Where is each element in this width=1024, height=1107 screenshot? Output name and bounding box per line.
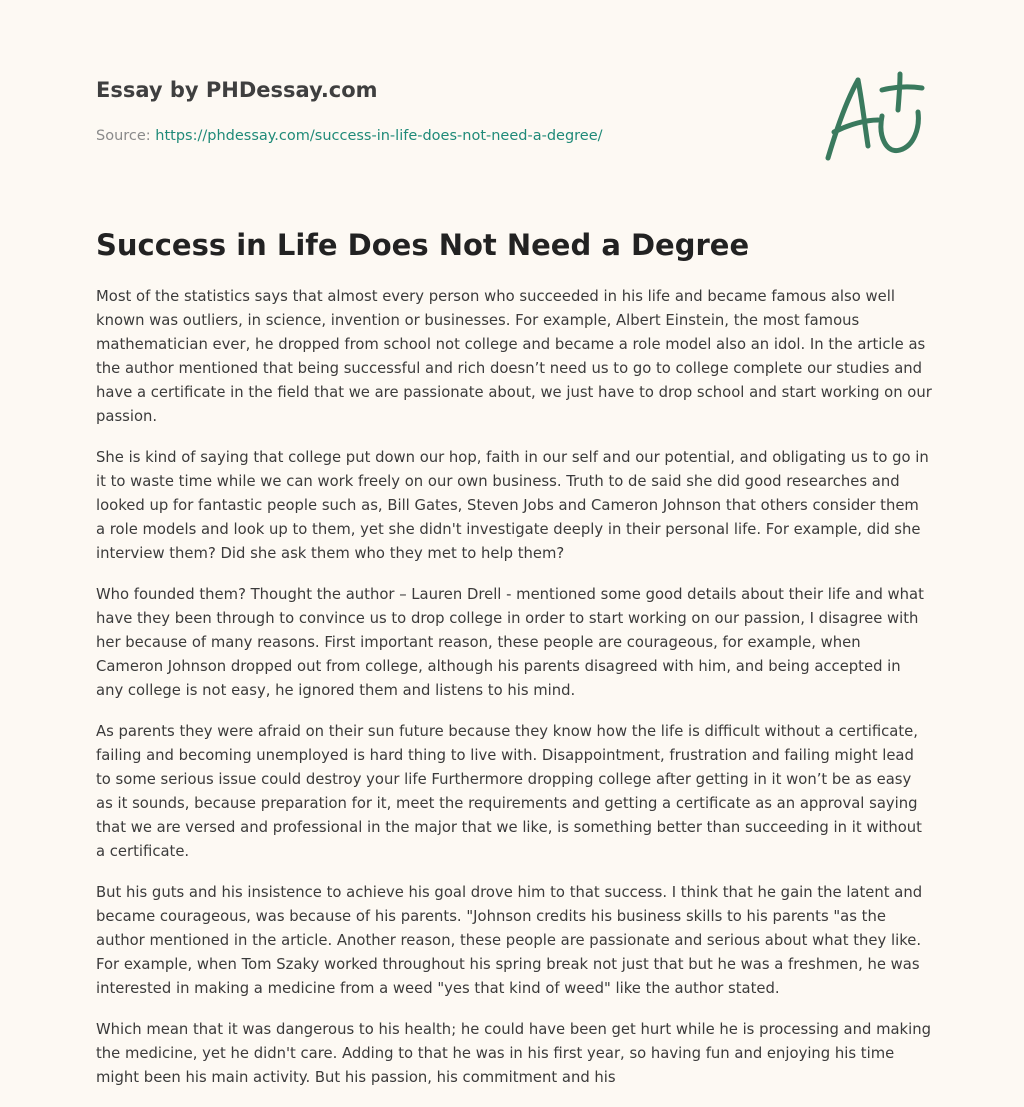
essay-paragraph: Who founded them? Thought the author – Lauren Drell - mentioned some good details about their life and what have they been through to convince us to drop college in order to start working on our passion, I disagree with her because of many reasons. First important reason, these people are courageous, for example, when Cameron Johnson dropped out from college, although his parents disagreed with him, and being accepted in any college is not easy, he ignored them and listens to his mind.	[96, 586, 924, 699]
essay-title: Success in Life Does Not Need a Degree	[96, 228, 750, 262]
essay-paragraph: She is kind of saying that college put down our hop, faith in our self and our potential, and obligating us to go in it to waste time while we can work freely on our own business. Truth to de said she did good researches and looked up for fantastic people such as, Bill Gates, Steven Jobs and Cameron Johnson that others consider them a role models and look up to them, yet she didn't investigate deeply in their personal life. For example, did she interview them? Did she ask them who they met to help them?	[96, 449, 929, 562]
essay-paragraph: But his guts and his insistence to achieve his goal drove him to that success. I think that he gain the latent and became courageous, was because of his parents. "Johnson credits his business skills to his parents "as the author mentioned in the article. Another reason, these people are passionate and serious about what they like. For example, when Tom Szaky worked throughout his spring break not just that but he was a freshmen, he was interested in making a medicine from a weed "yes that kind of weed" like the author stated.	[96, 884, 923, 997]
essay-body	[96, 285, 932, 1107]
source-line	[96, 126, 796, 146]
source-label: Source:	[96, 128, 151, 144]
essay-paragraph: As parents they were afraid on their sun future because they know how the life is difficult without a certificate, failing and becoming unemployed is hard thing to live with. Disappointment, frustration and failing might lead to some serious issue could destroy your life Furthermore dropping college after getting in it won’t be as easy as it sounds, because preparation for it, meet the requirements and getting a certificate as an approval saying that we are versed and professional in the major that we like, is something better than succeeding in it without a certificate.	[96, 723, 922, 860]
essay-paragraph: Most of the statistics says that almost every person who succeeded in his life and became famous also well known was outliers, in science, invention or businesses. For example, Albert Einstein, the most famous mathematician ever, he dropped from school not college and became a role model also an idol. In the article as the author mentioned that being successful and rich doesn’t need us to go to college complete our studies and have a certificate in the field that we are passionate about, we just have to drop school and start working on our passion.	[96, 288, 932, 425]
site-title: Essay by PHDessay.com	[96, 78, 378, 102]
essay-paragraph: Which mean that it was dangerous to his health; he could have been get hurt while he is processing and making the medicine, yet he didn't care. Adding to that he was in his first year, so having fun and enjoying his time might been his main activity. But his passion, his commitment and his	[96, 1021, 932, 1086]
source-link[interactable]: https://phdessay.com/success-in-life-does-not-need-a-degree/	[155, 128, 603, 144]
a-plus-logo-icon	[820, 66, 930, 166]
essay-header	[96, 76, 796, 146]
